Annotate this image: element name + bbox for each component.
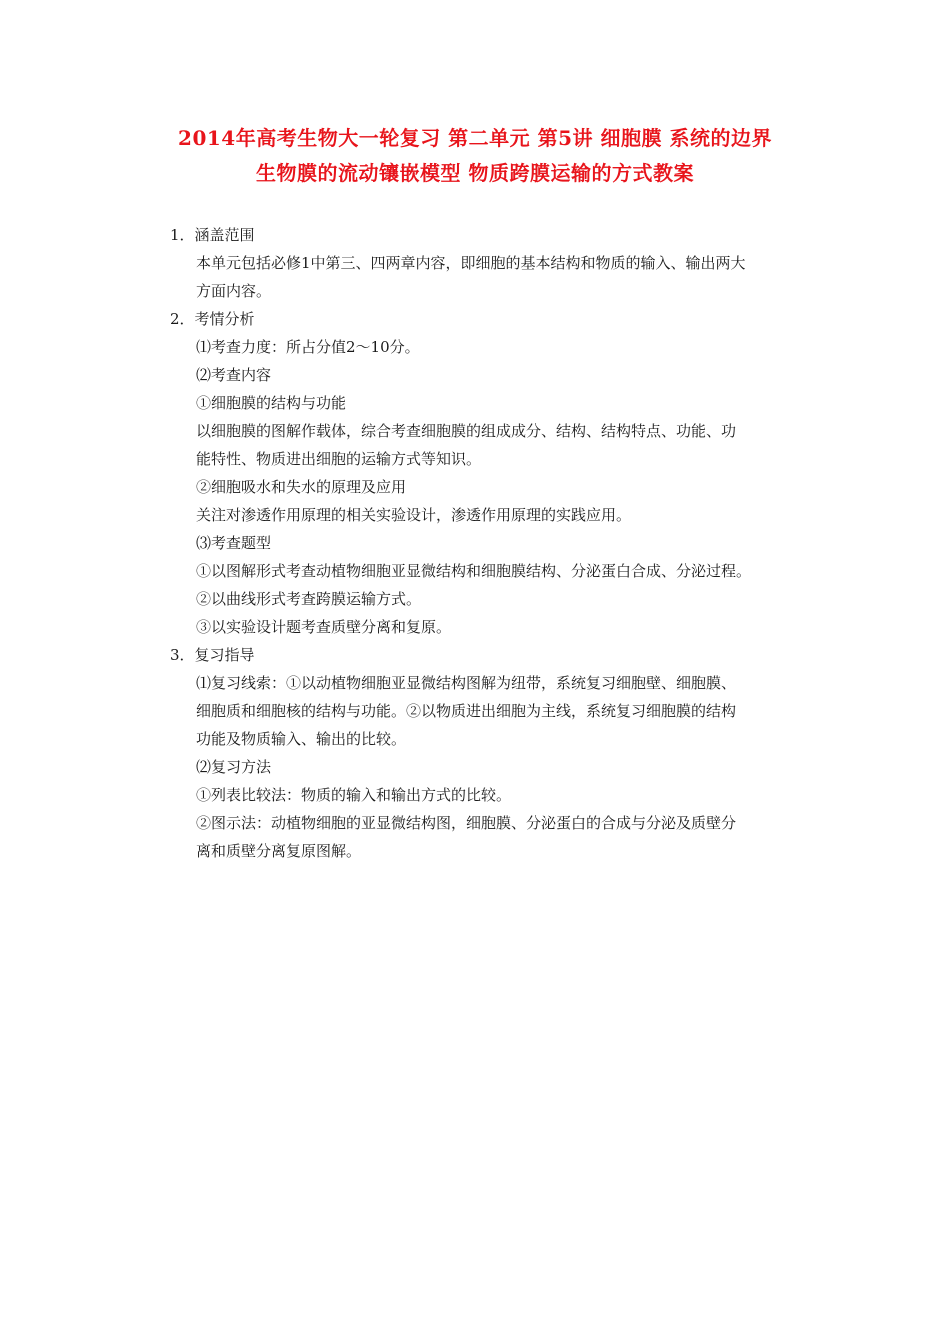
section-heading: 2．考情分析 <box>170 310 255 328</box>
paragraph-line: 本单元包括必修1中第三、四两章内容，即细胞的基本结构和物质的输入、输出两大 <box>196 254 746 272</box>
paragraph-line: ③以实验设计题考查质壁分离和复原。 <box>196 618 452 636</box>
paragraph-line: ②图示法：动植物细胞的亚显微结构图，细胞膜、分泌蛋白的合成与分泌及质壁分 <box>196 814 737 832</box>
paragraph-line: ①细胞膜的结构与功能 <box>196 394 347 412</box>
paragraph-line: ⑵复习方法 <box>196 758 272 776</box>
paragraph-line: 离和质壁分离复原图解。 <box>196 842 362 860</box>
title-line-2: 生物膜的流动镶嵌模型 物质跨膜运输的方式教案 <box>256 161 694 185</box>
paragraph-line: ①列表比较法：物质的输入和输出方式的比较。 <box>196 786 512 804</box>
paragraph-line: 功能及物质输入、输出的比较。 <box>196 730 407 748</box>
paragraph-line: ⑶考查题型 <box>196 534 272 552</box>
paragraph-line: ⑴复习线索：①以动植物细胞亚显微结构图解为纽带，系统复习细胞壁、细胞膜、 <box>196 674 737 692</box>
paragraph-line: 关注对渗透作用原理的相关实验设计，渗透作用原理的实践应用。 <box>196 506 632 524</box>
paragraph-line: 以细胞膜的图解作载体，综合考查细胞膜的组成成分、结构、结构特点、功能、功 <box>196 422 737 440</box>
section-heading: 1．涵盖范围 <box>170 226 255 244</box>
paragraph-line: ①以图解形式考查动植物细胞亚显微结构和细胞膜结构、分泌蛋白合成、分泌过程。 <box>196 562 752 580</box>
paragraph-line: ⑵考查内容 <box>196 366 272 384</box>
paragraph-line: 能特性、物质进出细胞的运输方式等知识。 <box>196 450 482 468</box>
section-heading: 3．复习指导 <box>170 646 255 664</box>
paragraph-line: ②细胞吸水和失水的原理及应用 <box>196 478 407 496</box>
paragraph-line: ②以曲线形式考查跨膜运输方式。 <box>196 590 422 608</box>
title-line-1: 2014年高考生物大一轮复习 第二单元 第5讲 细胞膜 系统的边界 <box>178 126 772 150</box>
paragraph-line: ⑴考查力度：所占分值2～10分。 <box>196 338 420 356</box>
paragraph-line: 细胞质和细胞核的结构与功能。②以物质进出细胞为主线，系统复习细胞膜的结构 <box>196 702 737 720</box>
paragraph-line: 方面内容。 <box>196 282 272 300</box>
